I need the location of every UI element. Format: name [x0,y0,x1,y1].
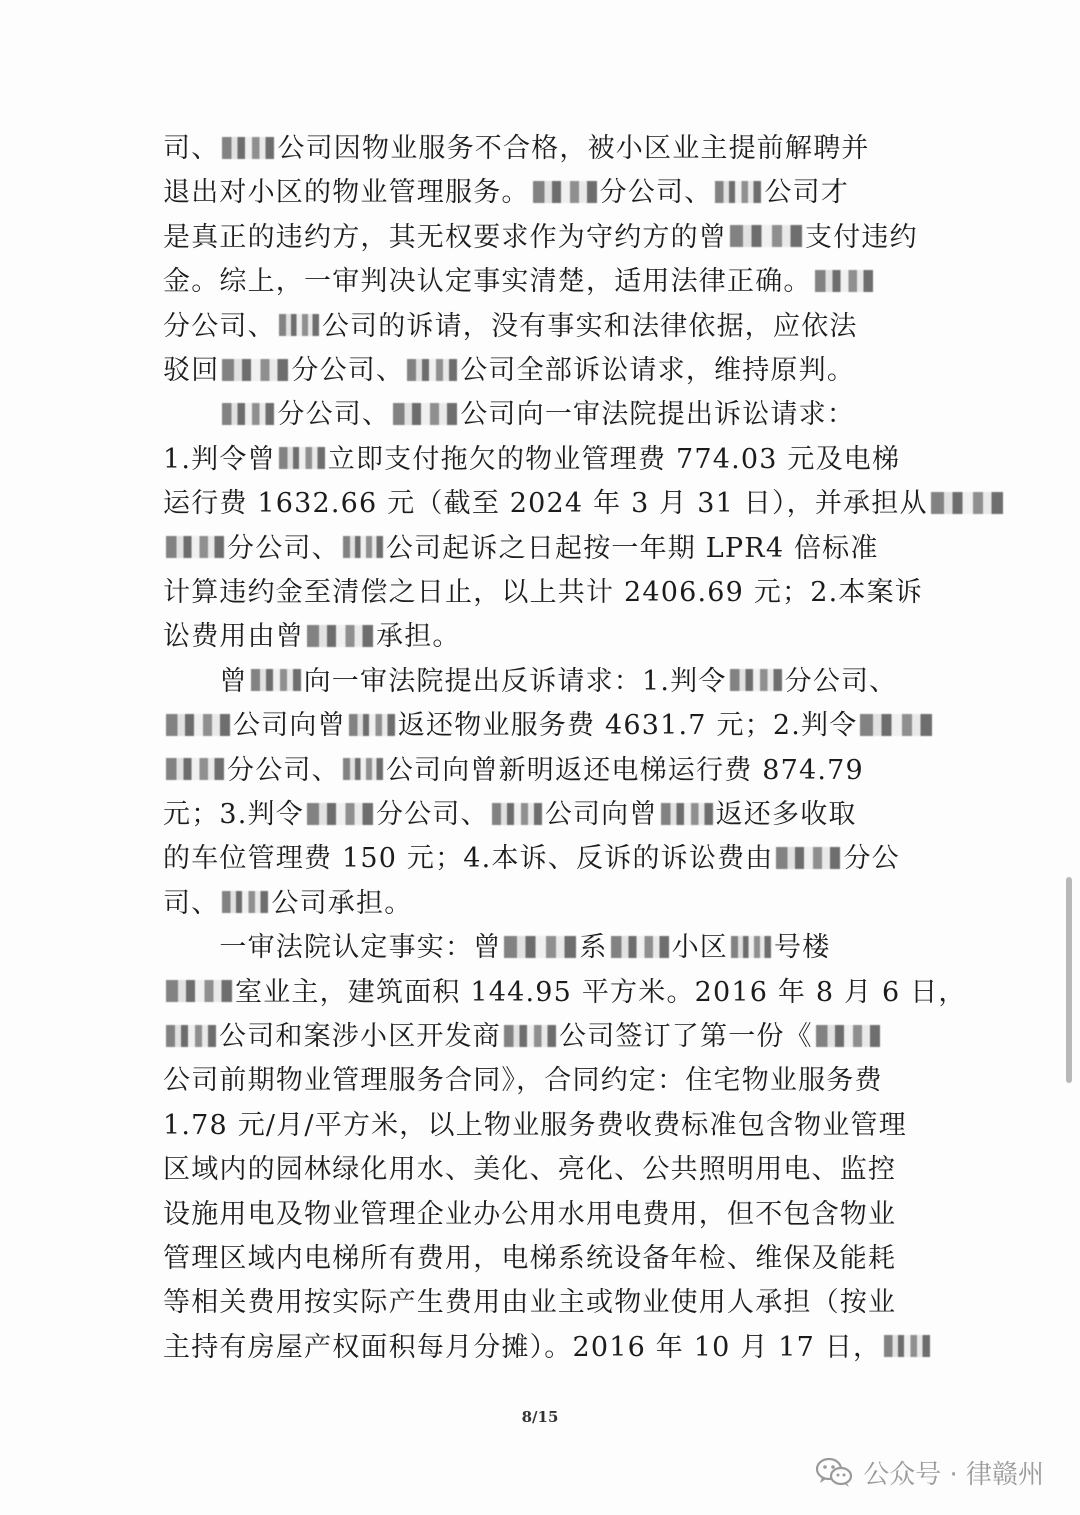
watermark [815,1452,1044,1492]
document-line [163,971,967,1015]
line-text: 公司签订了第一份《 [559,1021,813,1052]
redacted-name [492,803,542,825]
line-text: 公司前期物业管理服务合同》，合同约定：住宅物业服务费 [163,1065,883,1097]
line-text: 公司才 [764,177,850,209]
watermark-text: 公众号 · 律赣州 [863,1459,1044,1490]
line-text: 是真正的违约方，其无权要求作为守约方的曾 [163,221,727,253]
redacted-name [279,447,325,469]
redacted-name [776,847,840,869]
document-line [163,438,923,482]
line-text: 小区 [671,932,729,964]
line-text: 分公司、 [277,399,391,431]
redacted-name [661,803,713,825]
document-line [163,660,923,704]
line-text: 金。综上，一审判决认定事实清楚，适用法律正确。 [163,266,812,298]
line-text: 公司向曾 [233,710,346,742]
redacted-name [222,137,274,159]
line-text: 1.判令曾 [163,443,276,475]
redacted-name [222,359,288,381]
document-line [163,171,923,215]
redacted-name [279,314,319,336]
redacted-name [931,492,1003,514]
line-text: 退出对小区的物业管理服务。 [163,177,530,209]
line-text: 分公司、 [599,177,713,209]
line-text: 公司向一审法院提出诉讼请求： [460,399,856,431]
line-text: 司、 [163,133,220,164]
line-text: 向一审法院提出反诉请求：1.判令 [303,665,727,697]
line-text [163,399,219,430]
redacted-name [730,225,802,247]
line-text: 管理区域内电梯所有费用，电梯系统设备年检、维保及能耗 [163,1243,897,1274]
line-text: 区域内的园林绿化用水、美化、亮化、公共照明用电、监控 [163,1154,897,1186]
document-line [163,482,928,526]
line-text: 返还多收取 [715,799,857,830]
redacted-name [222,403,274,425]
document-line [163,1104,923,1148]
redacted-name [251,669,301,691]
line-text: 设施用电及物业管理企业办公用水用电费用，但不包含物业 [163,1198,897,1230]
line-text: 支付违约 [805,221,918,253]
line-text: 室业主，建筑面积 144.95 平方米。2016 年 8 月 6 日， [235,976,967,1008]
redacted-name [222,891,268,913]
line-text: 公司向曾新明返还电梯运行费 874.79 [385,754,864,786]
document-line [163,1281,923,1325]
line-text: 公司向曾 [544,799,658,830]
document-line [163,349,923,393]
document-line [163,393,923,437]
document-line [163,1148,923,1192]
redacted-name [407,359,457,381]
document-line [163,749,923,793]
redacted-name [307,803,373,825]
redacted-name [504,936,576,958]
line-text: 返还物业服务费 4631.7 元；2.判令 [397,710,858,742]
line-text: 分公司、 [375,799,489,830]
line-text: 司、 [163,887,220,919]
redacted-name [343,758,383,780]
line-text: 立即支付拖欠的物业管理费 774.03 元及电梯 [327,443,901,475]
line-text: 分公司、 [291,355,405,386]
redacted-name [731,936,771,958]
redacted-name [166,714,230,736]
document-line [163,1059,923,1103]
line-text: 主持有房屋产权面积每月分摊）。2016 年 10 月 17 日， [163,1331,882,1363]
line-text: 公司因物业服务不合格，被小区业主提前解聘并 [277,133,870,164]
document-line [163,1015,923,1059]
redacted-name [611,936,669,958]
document-line [163,260,923,304]
line-text: 一审法院认定事实：曾 [163,932,502,964]
line-text: 讼费用由曾 [163,621,304,653]
line-text: 分公司、 [163,310,276,342]
line-text: 分公司、 [784,665,898,697]
line-text: 等相关费用按实际产生费用由业主或物业使用人承担（按业 [163,1287,897,1319]
redacted-name [816,1025,880,1047]
line-text: 分公司、 [227,754,340,786]
line-text: 公司承担。 [271,887,413,919]
line-text: 系 [579,932,608,964]
document-line [163,127,923,171]
line-text: 曾 [163,665,248,697]
document-line [163,571,923,615]
page-number: 8/15 [521,1408,559,1426]
line-text: 公司和案涉小区开发商 [219,1021,501,1052]
line-text: 公司起诉之日起按一年期 LPR4 倍标准 [385,532,879,564]
redacted-name [715,181,761,203]
document-line [163,926,923,970]
line-text: 运行费 1632.66 元（截至 2024 年 3 月 31 日），并承担从 [163,488,928,520]
line-text: 计算违约金至清偿之日止，以上共计 2406.69 元；2.本案诉 [163,577,923,608]
redacted-name [504,1025,556,1047]
line-text: 分公司、 [227,532,340,564]
redacted-name [166,980,232,1002]
line-text: 公司的诉请，没有事实和法律依据，应依法 [321,310,858,342]
document-line [163,793,923,837]
line-text: 承担。 [376,621,461,653]
wechat-icon [815,1456,853,1488]
document-line [163,1326,923,1370]
redacted-name [349,714,395,736]
redacted-name [730,669,782,691]
document-line [163,882,923,926]
redacted-name [860,714,932,736]
scrollbar[interactable] [1066,877,1072,1083]
document-line [163,704,923,748]
line-text: 1.78 元/月/平方米，以上物业服务费收费标准包含物业管理 [163,1109,907,1141]
line-text: 分公 [843,843,900,875]
document-line [163,527,923,571]
line-text: 公司全部诉讼请求，维持原判。 [460,355,856,386]
document-line [163,615,923,659]
document-line [163,305,923,349]
document-line [163,1193,923,1237]
redacted-name [533,181,597,203]
redacted-name [343,536,383,558]
document-line [163,216,923,260]
redacted-name [166,1025,216,1047]
redacted-name [815,270,873,292]
line-text: 号楼 [774,932,831,964]
line-text: 元；3.判令 [163,799,304,830]
redacted-name [884,1335,930,1357]
line-text: 的车位管理费 150 元；4.本诉、反诉的诉讼费由 [163,843,774,875]
redacted-name [166,758,224,780]
document-line [163,837,923,881]
redacted-name [166,536,224,558]
document-line [163,1237,923,1281]
line-text: 驳回 [163,355,220,386]
redacted-name [393,403,457,425]
redacted-name [307,625,373,647]
